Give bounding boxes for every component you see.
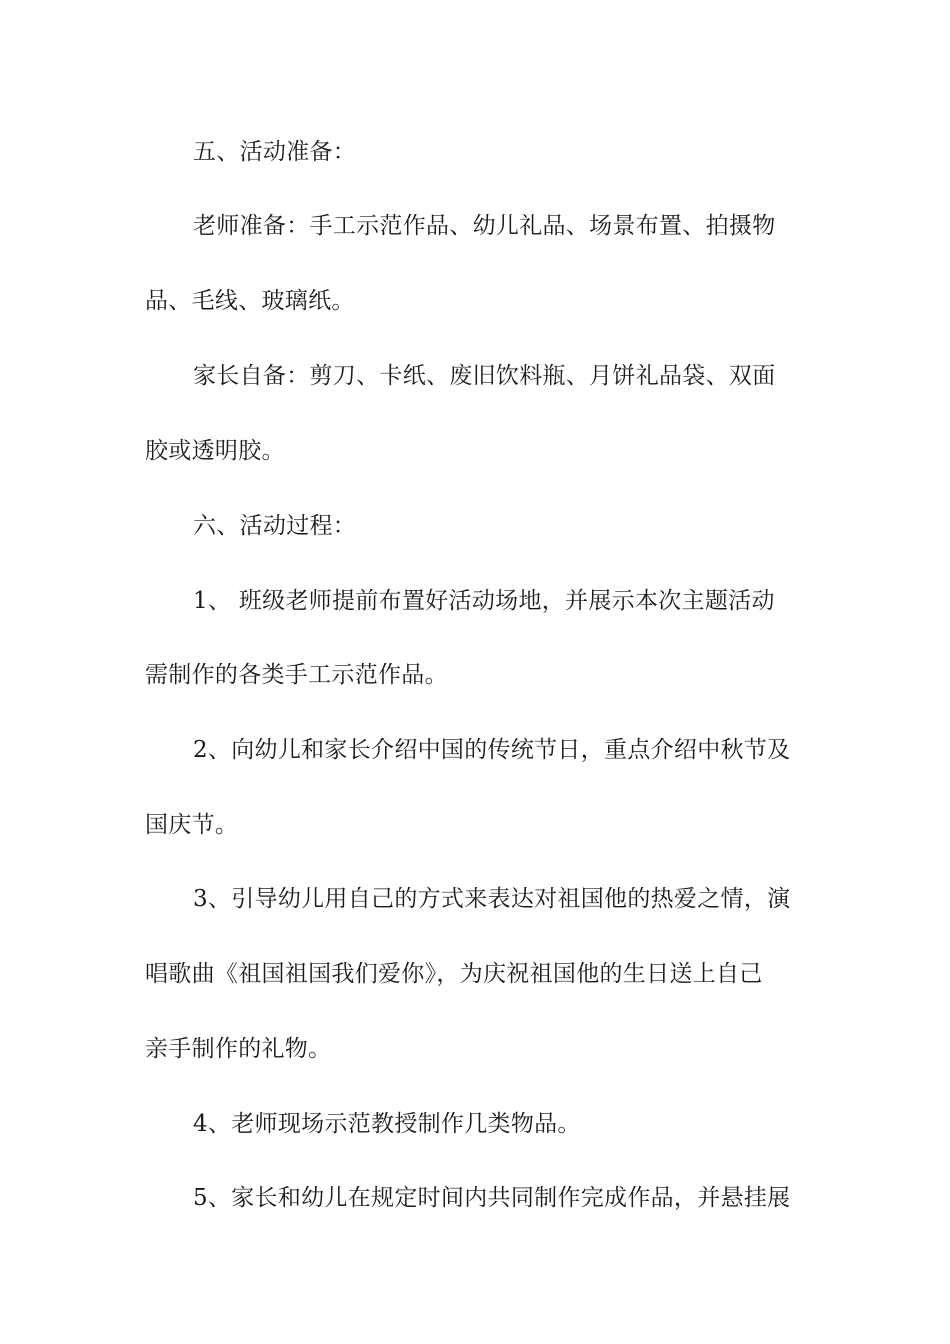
section-heading-process: 六、活动过程： [193, 513, 357, 539]
paragraph-line: 3、引导幼儿用自己的方式来表达对祖国他的热爱之情，演 [193, 886, 791, 912]
paragraph-line: 2、向幼儿和家长介绍中国的传统节日，重点介绍中秋节及 [193, 737, 791, 763]
paragraph-line: 老师准备：手工示范作品、幼儿礼品、场景布置、拍摄物 [193, 213, 776, 239]
paragraph-line: 5、家长和幼儿在规定时间内共同制作完成作品，并悬挂展 [193, 1185, 791, 1211]
paragraph-line: 胶或透明胶。 [145, 438, 285, 464]
paragraph-line: 家长自备：剪刀、卡纸、废旧饮料瓶、月饼礼品袋、双面 [193, 363, 776, 389]
paragraph-line: 4、老师现场示范教授制作几类物品。 [193, 1111, 581, 1137]
paragraph-line: 国庆节。 [145, 812, 239, 838]
section-heading-preparation: 五、活动准备： [193, 139, 357, 165]
paragraph-line: 唱歌曲《祖国祖国我们爱你》，为庆祝祖国他的生日送上自己 [145, 961, 763, 987]
paragraph-line: 需制作的各类手工示范作品。 [145, 662, 448, 688]
paragraph-line: 1、 班级老师提前布置好活动场地，并展示本次主题活动 [193, 588, 775, 614]
paragraph-line: 品、毛线、玻璃纸。 [145, 288, 355, 314]
paragraph-line: 亲手制作的礼物。 [145, 1036, 332, 1062]
